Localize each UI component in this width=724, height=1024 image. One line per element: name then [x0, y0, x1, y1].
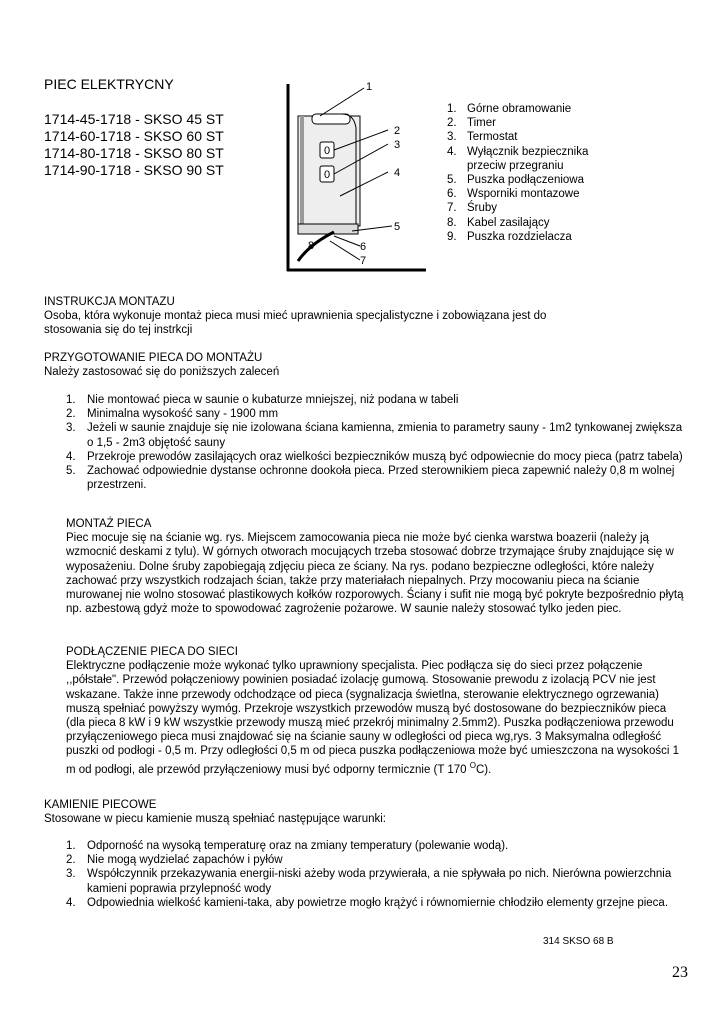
callout-4: 4 [394, 167, 401, 179]
list-item: 4. Przekroje prewodów zasilających oraz wielkości bezpieczników muszą być odpowiecnie do mocy pieca (patrz tabela) [66, 450, 683, 463]
section-montaz [66, 517, 686, 616]
prep-list [66, 393, 684, 492]
callout-1: 1 [366, 81, 373, 93]
list-item: 9. Puszka rozdzielacza [447, 230, 572, 243]
section-text: Osoba, która wykonuje montaż pieca musi mieć uprawnienia specjalistyczne i zobowiązana jest do stosowania się do tej instrkcji [44, 310, 547, 337]
heater-diagram [280, 76, 430, 276]
list-item: 3. Jeżeli w saunie znajduje się nie izolowana ściana kamienna, zmienia to parametry sauny - 1m2 tynkowanej zwiększa o 1,5 - 2m3 objętość sauny [66, 422, 683, 449]
list-item: 3. Współczynnik przekazywania energii-niski ażeby woda przywierała, a nie spływała po nich. Nierówna powierzchnia kamieni poprawia przylepność wody [66, 868, 672, 895]
list-item: 2. Timer [447, 117, 496, 130]
thermostat-knob-label: 0 [323, 169, 331, 181]
list-item: 4. Wyłącznik bezpiecznika przeciw przegraniu [447, 145, 589, 172]
document-title: PIEC ELEKTRYCNY [44, 76, 174, 92]
list-item: 3. Termostat [447, 131, 518, 144]
section-heading: INSTRUKCJA MONTAZU [44, 296, 175, 308]
model-line-2: 1714-60-1718 - SKSO 60 ST [44, 128, 224, 144]
section-heading: PODŁĄCZENIE PIECA DO SIECI [66, 646, 238, 658]
list-item: 1. Górne obramowanie [447, 103, 572, 115]
list-item: 1. Nie montować pieca w saunie o kubaturze mniejszej, niż podana w tabeli [66, 394, 459, 406]
section-instrukcja [44, 295, 684, 338]
list-item: 5. Puszka podłączeniowa [447, 174, 584, 187]
section-intro: Należy zastosować się do poniższych zaleceń [44, 366, 280, 379]
section-przygotowanie [44, 351, 684, 379]
callout-8: 8 [308, 240, 315, 252]
section-kamienie [44, 798, 684, 826]
callout-2: 2 [394, 125, 401, 137]
document-code: 314 SKSO 68 B [543, 936, 614, 947]
callout-6: 6 [360, 241, 367, 253]
callout-7: 7 [360, 255, 367, 267]
model-line-1: 1714-45-1718 - SKSO 45 ST [44, 111, 224, 127]
leader-6 [334, 236, 360, 246]
list-item: 8. Kabel zasilający [447, 216, 550, 229]
callout-3: 3 [394, 139, 401, 151]
stones-list [66, 839, 684, 910]
connection-box [298, 224, 358, 234]
power-cable [298, 232, 334, 261]
parts-list [447, 102, 627, 244]
callout-5: 5 [394, 221, 401, 233]
list-item: 1. Odporność na wysoką temperaturę oraz na zmiany temperatury (polewanie wodą). [66, 840, 509, 852]
section-intro: Stosowane w piecu kamienie muszą spełniać następujące warunki: [44, 813, 386, 826]
section-heading: PRZYGOTOWANIE PIECA DO MONTAŻU [44, 352, 263, 364]
section-podlaczenie [66, 645, 686, 777]
list-item: 5. Zachować odpowiednie dystanse ochronne dookoła pieca. Przed sterownikiem pieca zapewnić należy 0,8 m wolnej przestrzeni. [66, 465, 675, 492]
leader-1 [320, 88, 364, 116]
section-text: Elektryczne podłączenie może wykonać tylko uprawniony specjalista. Piec podłącza się do sieci przez połączenie ,,półstałe". Przewód połączeniowy powinien posiadać izolację gumową. Stosowanie prewodu z izolacją PCV nie jest wskazane. Także inne przewody odchodzące od pieca (sygnalizacja świetlna, sterowanie elektrycznego ogrzewania) muszą spełniać powyższy wymóg. Przekroje wszystkich przewodów muszą być dostosowane do bezpieczników pieca (dla pieca 8 kW i 9 kW wszystkie przewody muszą mieć przekrój minimalny 2.5mm2). Puszka podłączeniowa przewodu przyłączeniowego pieca musi znajdować się na ścianie sauny w odległości od pieca wg,rys. 3 Maksymalna odległość puszki od podłogi - 0,5 m. Przy odległości 0,5 m od pieca puszka podłączeniowa może być umieszczona na wysokości 1 m od podłogi, ale przewód przyłączeniowy musi być odporny termicznie (T 170 $^O$C). [66, 660, 680, 776]
page-number: 23 [672, 964, 688, 981]
model-line-3: 1714-80-1718 - SKSO 80 ST [44, 145, 224, 161]
list-item: 6. Wsporniki montazowe [447, 188, 580, 201]
list-item: 4. Odpowiednia wielkość kamieni-taka, aby powietrze mogło krążyć i równomiernie chłodziło elementy grzejne pieca. [66, 896, 669, 909]
list-item: 2. Minimalna wysokość sany - 1900 mm [66, 408, 279, 421]
model-line-4: 1714-90-1718 - SKSO 90 ST [44, 162, 224, 178]
section-heading: KAMIENIE PIECOWE [44, 799, 157, 811]
section-text: Piec mocuje się na ścianie wg. rys. Miejscem zamocowania pieca nie może być cienka warstwa boazerii (należy ją wzmocnić deskami z tylu). W górnych otworach mocujących trzeba stosować dobrze trzymające śruby znajdujące się w wyposażeniu. Dolne śruby zapobiegają zdjęciu pieca ze ściany. Na rys. podano bezpieczne odległości, które należy zachować przy wszystkich rodzajach ścian, także przy materiałach niepalnych. Przy mocowaniu pieca na ścianie murowanej nie wolno stosować plastikowych kołków rozporowych. Ściany i sufit nie mogą być pokryte bezpośrednio płytą np. azbestową gdyż może to spowodować zagrożenie pożarowe. W saunie należy stosować tylko jeden piec. [66, 532, 684, 616]
timer-knob-label: 0 [323, 145, 331, 157]
list-item: 2. Nie mogą wydzielać zapachów i pyłów [66, 854, 283, 867]
heater-side-shadow [300, 116, 304, 226]
list-item: 7. Śruby [447, 202, 498, 215]
section-heading: MONTAŻ PIECA [66, 518, 152, 530]
top-frame [312, 114, 350, 124]
